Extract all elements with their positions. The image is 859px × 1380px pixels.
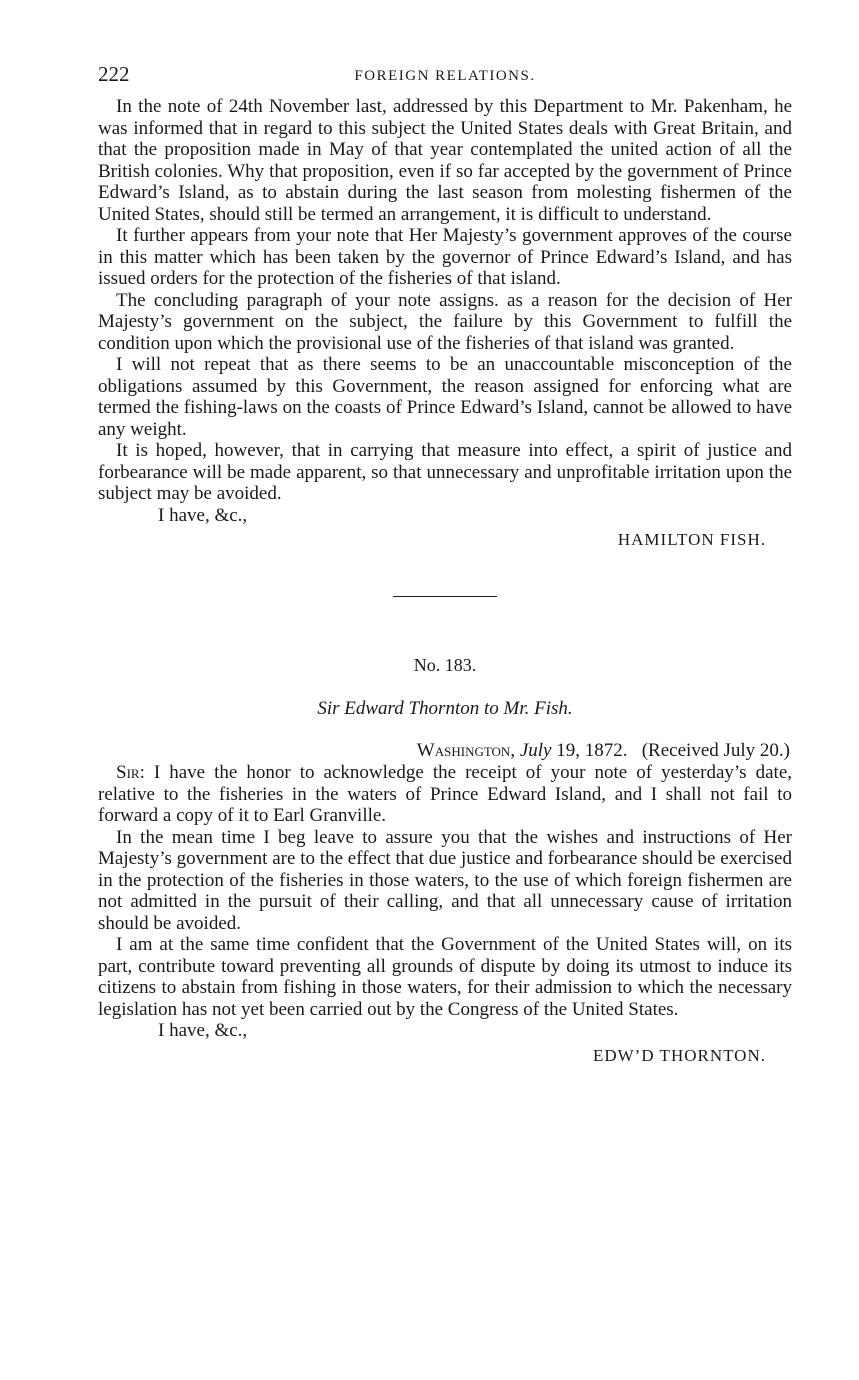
dateline-place: Washington, — [416, 740, 516, 761]
document-page — [98, 62, 792, 1066]
letter-thornton-to-fish — [98, 655, 792, 1066]
letter-closing: I have, &c., — [158, 1020, 248, 1041]
paragraph: I will not repeat that as there seems to be an unaccountable misconception of the obligations assumed by this Government, the reason assigned for enforcing what are termed the fishing-laws on the coasts of Prince Edward’s Island, cannot be allowed to have any weight. — [98, 354, 792, 440]
running-title: FOREIGN RELATIONS. — [354, 68, 536, 84]
paragraph: It is hoped, however, that in carrying that measure into effect, a spirit of justice and forbearance will be made apparent, so that unnecessary and unprofitable irritation upon the subject may be avoided. — [98, 440, 792, 504]
section-divider — [393, 596, 497, 597]
paragraph: It further appears from your note that Her Majesty’s government approves of the course in this matter which has been taken by the governor of Prince Edward’s Island, and has issued orders for the protection of the fisheries of that island. — [98, 225, 792, 289]
paragraph: In the note of 24th November last, addressed by this Department to Mr. Pakenham, he was informed that in regard to this subject the United States deals with Great Britain, and that the proposition made in May of that year contemplated the united action of all the British colonies. Why that proposition, even if so far accepted by the government of Prince Edward’s Island, as to abstain during the last season from molesting fishermen of the United States, should still be termed an arrangement, it is difficult to understand. — [98, 96, 792, 225]
letter-fish-to-thornton — [98, 96, 792, 550]
paragraph: In the mean time I beg leave to assure you that the wishes and instructions of Her Majesty’s government are to the effect that due justice and forbearance should be exercised in the protection of the fisheries in those waters, to the use of which foreign fishermen are not admitted in the pursuit of their calling, and that all unnecessary cause of irritation should be avoided. — [98, 826, 792, 934]
paragraph: I am at the same time confident that the Government of the United States will, on its part, contribute toward preventing all grounds of dispute by doing its utmost to induce its citizens to abstain from fishing in those waters, for their admission to which the necessary legislation has not yet been carried out by the Congress of the United States. — [98, 934, 792, 1020]
dateline-received: (Received July 20.) — [641, 740, 790, 761]
paragraph: The concluding paragraph of your note assigns. as a reason for the decision of Her Majesty’s government on the subject, the failure by this Government to fulfill the condition upon which the provisional use of the fisheries of that island was granted. — [98, 289, 792, 354]
signature: HAMILTON FISH. — [617, 530, 766, 549]
document-number: No. 183. — [413, 655, 477, 675]
running-head — [98, 62, 792, 96]
page-number: 222 — [98, 62, 130, 86]
paragraph — [98, 762, 792, 827]
dateline-date: 19, 1872. — [556, 740, 628, 761]
letter-heading: Sir Edward Thornton to Mr. Fish. — [317, 698, 573, 719]
letter-closing: I have, &c., — [158, 504, 248, 526]
salutation: Sir: — [116, 762, 145, 783]
paragraph-text: I have the honor to acknowledge the receipt of your note of yesterday’s date, relative to the fisheries in the waters of Prince Edward Island, and I shall not fail to forward a copy of it to Earl Granville. — [98, 762, 792, 826]
signature: EDW’D THORNTON. — [592, 1045, 766, 1065]
dateline-month: July — [519, 740, 552, 761]
dateline — [98, 740, 792, 762]
